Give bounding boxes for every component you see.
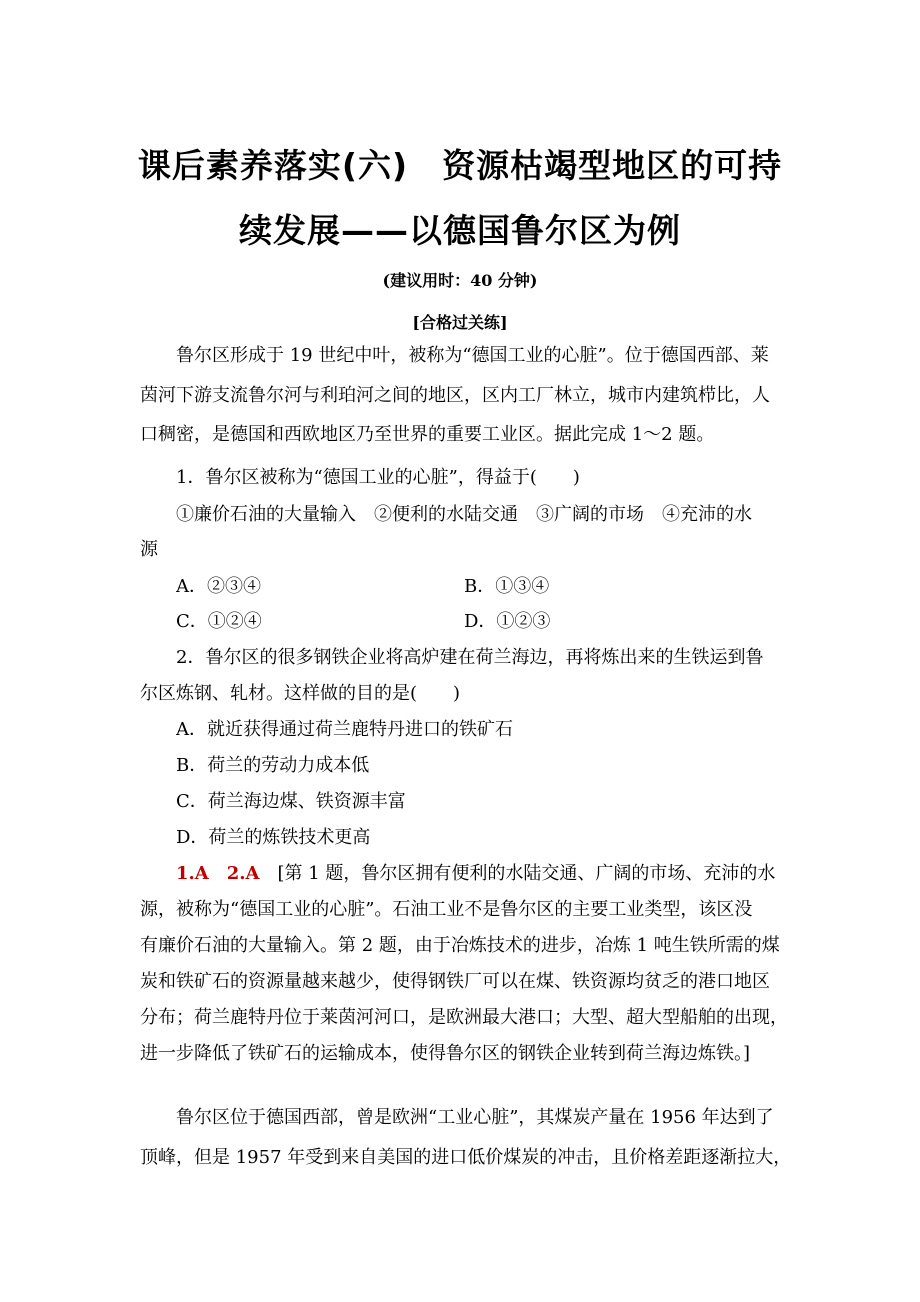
q2-option-b: B．荷兰的劳动力成本低 <box>176 755 370 776</box>
answer-line-2: 源，被称为“德国工业的心脏”。石油工业不是鲁尔区的主要工业类型，该区没 <box>140 899 753 920</box>
q2-option-a: A．就近获得通过荷兰鹿特丹进口的铁矿石 <box>176 719 513 740</box>
passage2-line-1: 鲁尔区位于德国西部，曾是欧洲“工业心脏”，其煤炭产量在 1956 年达到了 <box>176 1107 774 1128</box>
answer-line-5: 分布；荷兰鹿特丹位于莱茵河河口，是欧洲最大港口；大型、超大型船舶的出现， <box>140 1007 788 1028</box>
answer-key: 1.A 2.A <box>176 863 260 884</box>
intro-line-3: 口稠密，是德国和西欧地区乃至世界的重要工业区。据此完成 1～2 题。 <box>140 424 715 445</box>
doc-title-line-1: 课后素养落实(六) 资源枯竭型地区的可持 <box>137 146 783 185</box>
q1-stem: 1．鲁尔区被称为“德国工业的心脏”，得益于( ) <box>176 467 580 488</box>
q1-items-line-1: ①廉价石油的大量输入 ②便利的水陆交通 ③广阔的市场 ④充沛的水 <box>176 504 752 525</box>
q2-option-c: C．荷兰海边煤、铁资源丰富 <box>176 791 406 812</box>
answer-line-6: 进一步降低了铁矿石的运输成本，使得鲁尔区的钢铁企业转到荷兰海边炼铁。] <box>140 1043 751 1064</box>
answer-line-1 <box>176 862 836 886</box>
q1-option-b: B．①③④ <box>464 576 550 597</box>
q1-items-line-2: 源 <box>140 539 158 560</box>
answer-line-3: 有廉价石油的大量输入。第 2 题，由于冶炼技术的进步，冶炼 1 吨生铁所需的煤 <box>140 935 780 956</box>
intro-line-1: 鲁尔区形成于 19 世纪中叶，被称为“德国工业的心脏”。位于德国西部、莱 <box>176 345 769 366</box>
q1-option-a: A．②③④ <box>176 576 261 597</box>
q1-option-c: C．①②④ <box>176 611 262 632</box>
doc-title-line-2: 续发展——以德国鲁尔区为例 <box>239 211 681 250</box>
answer-explanation-start: [第 1 题，鲁尔区拥有便利的水陆交通、广阔的市场、充沛的水 <box>259 863 776 884</box>
q2-stem-line-1: 2．鲁尔区的很多钢铁企业将高炉建在荷兰海边，再将炼出来的生铁运到鲁 <box>176 647 764 668</box>
intro-line-2: 茵河下游支流鲁尔河与利珀河之间的地区，区内工厂林立，城市内建筑栉比，人 <box>140 385 770 406</box>
answer-line-4: 炭和铁矿石的资源量越来越少，使得钢铁厂可以在煤、铁资源均贫乏的港口地区 <box>140 971 770 992</box>
q1-option-d: D．①②③ <box>464 611 551 632</box>
passage2-line-2: 顶峰，但是 1957 年受到来自美国的进口低价煤炭的冲击，且价格差距逐渐拉大， <box>140 1147 792 1168</box>
suggested-duration: (建议用时：40 分钟) <box>382 271 538 290</box>
q2-stem-line-2: 尔区炼钢、轧材。这样做的目的是( ) <box>140 683 461 704</box>
section-heading: [合格过关练] <box>412 313 508 332</box>
q2-option-d: D．荷兰的炼铁技术更高 <box>176 827 371 848</box>
